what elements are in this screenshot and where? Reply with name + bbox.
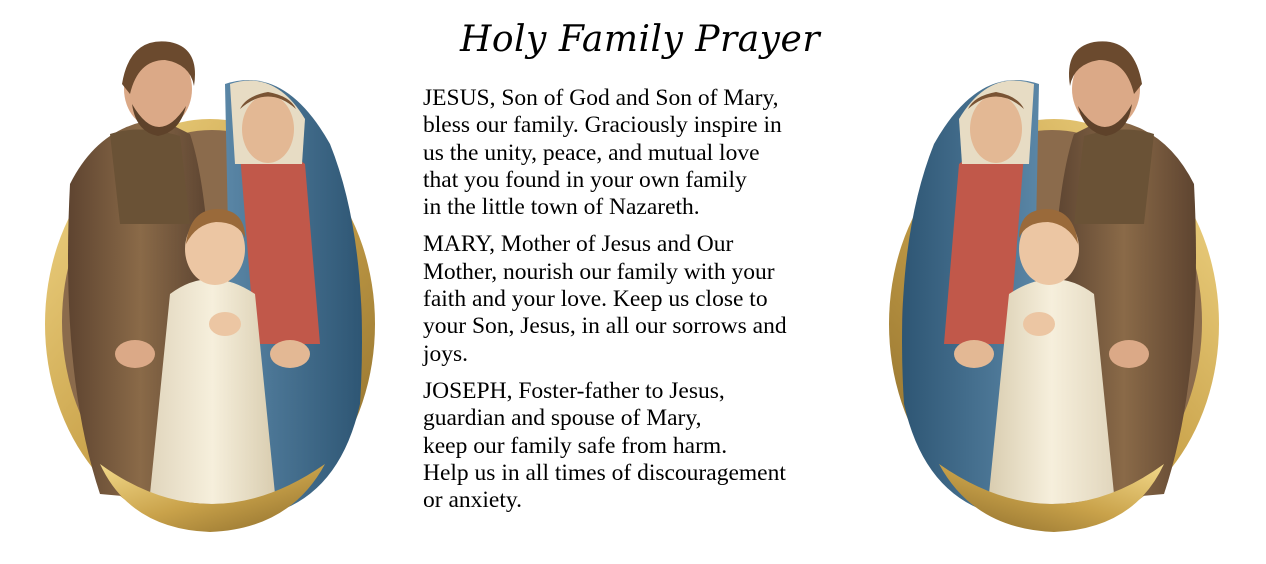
prayer-line: JESUS, Son of God and Son of Mary, [423, 85, 779, 111]
prayer-line: your Son, Jesus, in all our sorrows and [423, 313, 787, 340]
prayer-line: that you found in your own family [423, 166, 747, 193]
prayer-line: JOSEPH, Foster-father to Jesus, [423, 377, 725, 404]
prayer-line: bless our family. Graciously inspire in [423, 112, 782, 139]
holy-family-statue-icon [40, 24, 380, 534]
stanza-joseph [423, 378, 863, 514]
stanza-jesus [423, 85, 863, 221]
stanza-mary [423, 231, 863, 367]
holy-family-statue-right [884, 24, 1224, 534]
prayer-line: guardian and spouse of Mary, [423, 405, 702, 432]
prayer-line: us the unity, peace, and mutual love [423, 139, 760, 166]
page-title: Holy Family Prayer [459, 19, 821, 60]
holy-family-statue-left [40, 24, 380, 534]
prayer-line: MARY, Mother of Jesus and Our [423, 231, 734, 258]
prayer-text [423, 85, 863, 524]
holy-family-statue-mirrored-icon [884, 24, 1224, 534]
prayer-line: Help us in all times of discouragement [423, 459, 786, 486]
prayer-line: keep our family safe from harm. [423, 432, 728, 459]
prayer-line: faith and your love. Keep us close to [423, 286, 768, 313]
prayer-line: Mother, nourish our family with your [423, 258, 775, 285]
prayer-line: joys. [423, 340, 469, 367]
prayer-line: in the little town of Nazareth. [423, 194, 700, 221]
prayer-line: or anxiety. [423, 487, 522, 514]
